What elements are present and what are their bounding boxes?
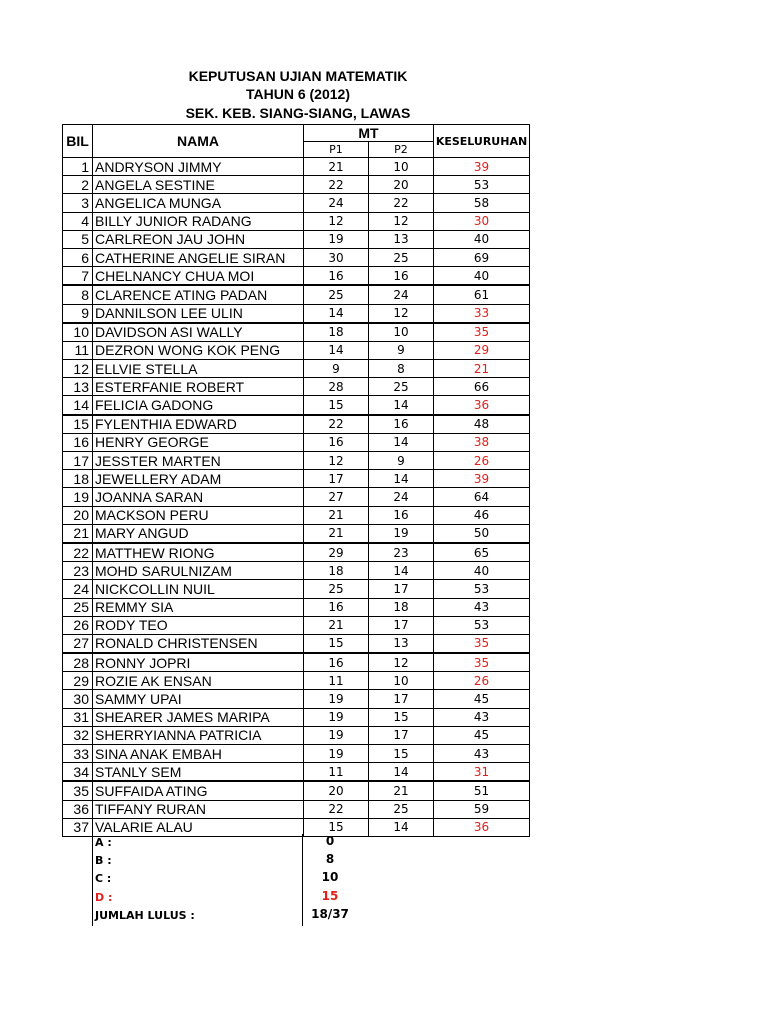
cell-nama: JESSTER MARTEN [93, 452, 304, 470]
cell-bil: 33 [63, 745, 93, 763]
cell-p2: 23 [369, 543, 434, 562]
summary-row [95, 889, 355, 907]
cell-keseluruhan: 45 [434, 690, 530, 708]
cell-p1: 9 [304, 360, 369, 378]
cell-nama: CATHERINE ANGELIE SIRAN [93, 248, 304, 266]
cell-bil: 9 [63, 304, 93, 323]
cell-keseluruhan: 36 [434, 818, 530, 836]
cell-nama: BILLY JUNIOR RADANG [93, 212, 304, 230]
cell-p1: 16 [304, 653, 369, 672]
table-row [63, 194, 530, 212]
cell-p1: 18 [304, 323, 369, 342]
cell-bil: 7 [63, 267, 93, 286]
cell-p1: 24 [304, 194, 369, 212]
cell-p1: 11 [304, 763, 369, 782]
table-row [63, 360, 530, 378]
cell-p2: 16 [369, 267, 434, 286]
cell-keseluruhan: 33 [434, 304, 530, 323]
cell-bil: 36 [63, 800, 93, 818]
cell-nama: CHELNANCY CHUA MOI [93, 267, 304, 286]
header-p1: P1 [304, 142, 369, 158]
summary-row [95, 834, 355, 852]
cell-keseluruhan: 53 [434, 580, 530, 598]
summary-label: B : [95, 854, 112, 868]
cell-keseluruhan: 39 [434, 470, 530, 488]
cell-nama: NICKCOLLIN NUIL [93, 580, 304, 598]
cell-keseluruhan: 53 [434, 176, 530, 194]
cell-p1: 14 [304, 341, 369, 359]
table-row [63, 690, 530, 708]
cell-keseluruhan: 43 [434, 745, 530, 763]
cell-p2: 14 [369, 763, 434, 782]
student-rows [63, 158, 530, 837]
cell-keseluruhan: 69 [434, 248, 530, 266]
cell-bil: 5 [63, 230, 93, 248]
cell-keseluruhan: 35 [434, 323, 530, 342]
title-line-1: KEPUTUSAN UJIAN MATEMATIK [188, 68, 408, 84]
cell-bil: 6 [63, 248, 93, 266]
table-row [63, 524, 530, 543]
cell-keseluruhan: 64 [434, 488, 530, 506]
cell-nama: TIFFANY RURAN [93, 800, 304, 818]
title-line-3: SEK. KEB. SIANG-SIANG, LAWAS [185, 105, 411, 121]
cell-bil: 25 [63, 598, 93, 616]
cell-keseluruhan: 61 [434, 285, 530, 304]
cell-p1: 17 [304, 470, 369, 488]
cell-bil: 2 [63, 176, 93, 194]
cell-keseluruhan: 40 [434, 267, 530, 286]
cell-nama: ROZIE AK ENSAN [93, 672, 304, 690]
cell-nama: SHERRYIANNA PATRICIA [93, 726, 304, 744]
table-row [63, 452, 530, 470]
header-keseluruhan: KESELURUHAN [434, 125, 530, 158]
cell-p2: 8 [369, 360, 434, 378]
table-row [63, 708, 530, 726]
cell-nama: JOANNA SARAN [93, 488, 304, 506]
cell-bil: 18 [63, 470, 93, 488]
cell-keseluruhan: 31 [434, 763, 530, 782]
cell-keseluruhan: 26 [434, 452, 530, 470]
cell-nama: MATTHEW RIONG [93, 543, 304, 562]
summary-label: JUMLAH LULUS : [95, 908, 195, 922]
cell-p1: 20 [304, 781, 369, 800]
cell-p2: 22 [369, 194, 434, 212]
cell-p2: 16 [369, 506, 434, 524]
cell-bil: 22 [63, 543, 93, 562]
table-row [63, 378, 530, 396]
cell-p2: 19 [369, 524, 434, 543]
cell-p2: 14 [369, 818, 434, 836]
cell-bil: 34 [63, 763, 93, 782]
cell-p2: 13 [369, 230, 434, 248]
table-row [63, 580, 530, 598]
table-row [63, 267, 530, 286]
cell-p2: 24 [369, 285, 434, 304]
cell-p1: 21 [304, 524, 369, 543]
summary-value: 8 [325, 852, 335, 867]
cell-nama: VALARIE ALAU [93, 818, 304, 836]
summary-label: A : [95, 836, 112, 849]
cell-p1: 19 [304, 708, 369, 726]
results-table [62, 124, 530, 837]
cell-p1: 11 [304, 672, 369, 690]
cell-bil: 30 [63, 690, 93, 708]
cell-p1: 30 [304, 248, 369, 266]
cell-nama: ELLVIE STELLA [93, 360, 304, 378]
table-row [63, 634, 530, 653]
cell-keseluruhan: 58 [434, 194, 530, 212]
cell-p2: 15 [369, 745, 434, 763]
cell-p1: 22 [304, 800, 369, 818]
cell-bil: 4 [63, 212, 93, 230]
cell-p2: 25 [369, 378, 434, 396]
cell-bil: 27 [63, 634, 93, 653]
table-row [63, 212, 530, 230]
table-row [63, 433, 530, 451]
cell-bil: 26 [63, 616, 93, 634]
cell-p1: 21 [304, 616, 369, 634]
table-row [63, 285, 530, 304]
cell-nama: ANDRYSON JIMMY [93, 158, 304, 176]
cell-nama: FELICIA GADONG [93, 396, 304, 415]
cell-bil: 15 [63, 415, 93, 434]
summary-row [95, 870, 355, 888]
cell-keseluruhan: 48 [434, 415, 530, 434]
summary-value: 0 [325, 834, 335, 848]
cell-bil: 28 [63, 653, 93, 672]
cell-keseluruhan: 50 [434, 524, 530, 543]
cell-bil: 35 [63, 781, 93, 800]
cell-p2: 12 [369, 304, 434, 323]
summary-value: 18/37 [311, 906, 349, 921]
cell-p1: 15 [304, 818, 369, 836]
summary-value: 15 [321, 888, 339, 903]
cell-keseluruhan: 43 [434, 598, 530, 616]
cell-bil: 37 [63, 818, 93, 836]
table-row [63, 543, 530, 562]
table-row [63, 304, 530, 323]
header-p2: P2 [369, 142, 434, 158]
cell-p1: 15 [304, 396, 369, 415]
table-row [63, 562, 530, 580]
cell-keseluruhan: 59 [434, 800, 530, 818]
cell-keseluruhan: 21 [434, 360, 530, 378]
cell-nama: SAMMY UPAI [93, 690, 304, 708]
summary-label: C : [95, 872, 112, 886]
cell-nama: MOHD SARULNIZAM [93, 562, 304, 580]
title-line-2: TAHUN 6 (2012) [246, 86, 350, 102]
cell-keseluruhan: 38 [434, 433, 530, 451]
cell-keseluruhan: 40 [434, 562, 530, 580]
cell-p2: 10 [369, 323, 434, 342]
cell-bil: 17 [63, 452, 93, 470]
table-row [63, 488, 530, 506]
cell-p2: 18 [369, 598, 434, 616]
cell-nama: REMMY SIA [93, 598, 304, 616]
cell-keseluruhan: 65 [434, 543, 530, 562]
cell-p1: 19 [304, 230, 369, 248]
cell-bil: 14 [63, 396, 93, 415]
cell-p2: 17 [369, 616, 434, 634]
cell-p2: 17 [369, 726, 434, 744]
cell-keseluruhan: 26 [434, 672, 530, 690]
cell-p2: 9 [369, 341, 434, 359]
cell-keseluruhan: 35 [434, 653, 530, 672]
cell-nama: MACKSON PERU [93, 506, 304, 524]
grade-summary [92, 834, 356, 926]
cell-keseluruhan: 40 [434, 230, 530, 248]
cell-p1: 16 [304, 267, 369, 286]
cell-keseluruhan: 29 [434, 341, 530, 359]
cell-p2: 25 [369, 800, 434, 818]
cell-keseluruhan: 30 [434, 212, 530, 230]
cell-nama: RONNY JOPRI [93, 653, 304, 672]
header-bil: BIL [63, 125, 93, 158]
summary-label: D : [95, 890, 113, 904]
cell-p1: 19 [304, 726, 369, 744]
table-row [63, 158, 530, 176]
cell-p1: 22 [304, 415, 369, 434]
cell-p2: 13 [369, 634, 434, 653]
cell-keseluruhan: 66 [434, 378, 530, 396]
cell-keseluruhan: 36 [434, 396, 530, 415]
cell-nama: SINA ANAK EMBAH [93, 745, 304, 763]
cell-p2: 14 [369, 562, 434, 580]
table-row [63, 800, 530, 818]
table-row [63, 415, 530, 434]
cell-p1: 29 [304, 543, 369, 562]
cell-p2: 12 [369, 212, 434, 230]
cell-keseluruhan: 39 [434, 158, 530, 176]
header-mt: MT [304, 125, 434, 142]
cell-bil: 24 [63, 580, 93, 598]
cell-p1: 19 [304, 745, 369, 763]
table-row [63, 672, 530, 690]
summary-value: 10 [321, 870, 339, 885]
cell-nama: DANNILSON LEE ULIN [93, 304, 304, 323]
cell-nama: SHEARER JAMES MARIPA [93, 708, 304, 726]
table-row [63, 616, 530, 634]
cell-bil: 10 [63, 323, 93, 342]
cell-p2: 10 [369, 158, 434, 176]
cell-p2: 17 [369, 690, 434, 708]
cell-p1: 25 [304, 285, 369, 304]
cell-nama: ANGELA SESTINE [93, 176, 304, 194]
cell-p1: 27 [304, 488, 369, 506]
cell-p2: 17 [369, 580, 434, 598]
cell-bil: 13 [63, 378, 93, 396]
cell-p2: 20 [369, 176, 434, 194]
table-row [63, 745, 530, 763]
cell-nama: SUFFAIDA ATING [93, 781, 304, 800]
cell-p1: 19 [304, 690, 369, 708]
table-row [63, 726, 530, 744]
cell-p1: 16 [304, 433, 369, 451]
cell-bil: 23 [63, 562, 93, 580]
cell-p1: 22 [304, 176, 369, 194]
cell-bil: 3 [63, 194, 93, 212]
cell-keseluruhan: 53 [434, 616, 530, 634]
cell-p1: 28 [304, 378, 369, 396]
table-row [63, 653, 530, 672]
cell-bil: 1 [63, 158, 93, 176]
cell-p1: 25 [304, 580, 369, 598]
header-nama: NAMA [93, 125, 304, 158]
cell-keseluruhan: 43 [434, 708, 530, 726]
cell-keseluruhan: 46 [434, 506, 530, 524]
summary-row [95, 907, 355, 925]
cell-nama: STANLY SEM [93, 763, 304, 782]
cell-p1: 18 [304, 562, 369, 580]
cell-p1: 14 [304, 304, 369, 323]
cell-nama: CLARENCE ATING PADAN [93, 285, 304, 304]
cell-bil: 31 [63, 708, 93, 726]
cell-p2: 16 [369, 415, 434, 434]
cell-nama: RODY TEO [93, 616, 304, 634]
cell-nama: ESTERFANIE ROBERT [93, 378, 304, 396]
cell-bil: 21 [63, 524, 93, 543]
table-row [63, 470, 530, 488]
table-row [63, 763, 530, 782]
table-row [63, 248, 530, 266]
cell-nama: HENRY GEORGE [93, 433, 304, 451]
table-row [63, 230, 530, 248]
cell-p2: 25 [369, 248, 434, 266]
cell-bil: 16 [63, 433, 93, 451]
cell-p1: 15 [304, 634, 369, 653]
cell-nama: MARY ANGUD [93, 524, 304, 543]
cell-p2: 24 [369, 488, 434, 506]
table-row [63, 396, 530, 415]
cell-nama: CARLREON JAU JOHN [93, 230, 304, 248]
table-row [63, 341, 530, 359]
table-row [63, 323, 530, 342]
cell-p1: 12 [304, 212, 369, 230]
cell-bil: 8 [63, 285, 93, 304]
cell-bil: 20 [63, 506, 93, 524]
cell-bil: 29 [63, 672, 93, 690]
table-row [63, 598, 530, 616]
summary-row [95, 852, 355, 870]
cell-p1: 16 [304, 598, 369, 616]
cell-nama: FYLENTHIA EDWARD [93, 415, 304, 434]
cell-keseluruhan: 51 [434, 781, 530, 800]
cell-nama: ANGELICA MUNGA [93, 194, 304, 212]
cell-p2: 10 [369, 672, 434, 690]
cell-p2: 14 [369, 396, 434, 415]
cell-p2: 14 [369, 433, 434, 451]
cell-nama: RONALD CHRISTENSEN [93, 634, 304, 653]
cell-bil: 32 [63, 726, 93, 744]
cell-bil: 12 [63, 360, 93, 378]
table-row [63, 781, 530, 800]
table-row [63, 506, 530, 524]
cell-p2: 9 [369, 452, 434, 470]
table-row [63, 176, 530, 194]
cell-bil: 19 [63, 488, 93, 506]
cell-p1: 21 [304, 158, 369, 176]
cell-p1: 12 [304, 452, 369, 470]
cell-p2: 21 [369, 781, 434, 800]
cell-nama: JEWELLERY ADAM [93, 470, 304, 488]
cell-nama: DAVIDSON ASI WALLY [93, 323, 304, 342]
cell-p2: 15 [369, 708, 434, 726]
cell-keseluruhan: 35 [434, 634, 530, 653]
cell-p2: 14 [369, 470, 434, 488]
cell-keseluruhan: 45 [434, 726, 530, 744]
cell-p1: 21 [304, 506, 369, 524]
cell-nama: DEZRON WONG KOK PENG [93, 341, 304, 359]
cell-bil: 11 [63, 341, 93, 359]
cell-p2: 12 [369, 653, 434, 672]
